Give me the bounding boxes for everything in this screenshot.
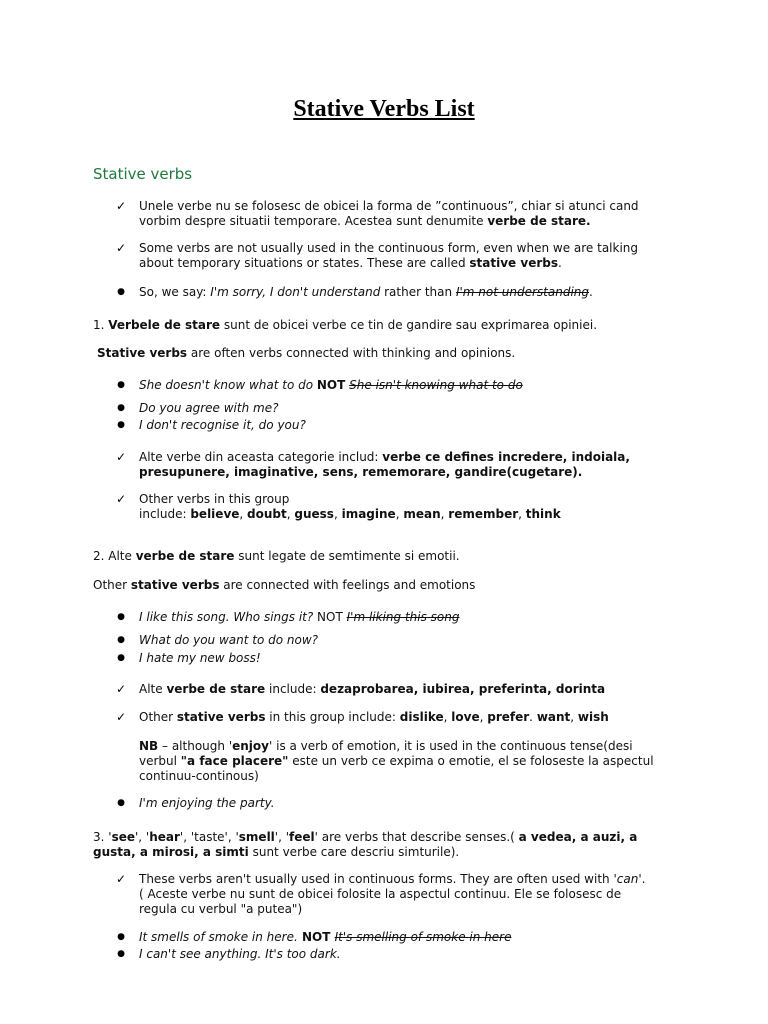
bullet-icon: ●: [117, 949, 125, 959]
nb-text: NB – although 'enjoy' is a verb of emotion, it is used in the continuous tense(desi verbul "a face placere" este un verb ce expima o emotie, el se foloseste la aspectul continuu-continous): [139, 739, 654, 783]
bullet-icon: ●: [117, 635, 125, 645]
list-item-text: Other verbs in this group include: believe, doubt, guess, imagine, mean, remember, think: [139, 492, 561, 521]
bullet-icon: ●: [117, 420, 125, 430]
list-item-text: These verbs aren't usually used in continuous forms. They are often used with 'can'. ( Aceste verbe nu sunt de obicei folosite la aspectul continuu. Ele se folosesc de regula cu verbul "a putea"): [139, 872, 646, 916]
paragraph: 3. 'see', 'hear', 'taste', 'smell', 'feel' are verbs that describe senses.( a vedea, a auzi, a gusta, a mirosi, a simti sunt verbe care descriu simturile).: [93, 830, 638, 859]
check-icon: ✓: [115, 682, 127, 696]
list-item-text: Do you agree with me?: [139, 401, 279, 415]
list-item-text: I'm enjoying the party.: [139, 796, 275, 810]
bullet-icon: ●: [117, 380, 125, 390]
paragraph: Other stative verbs are connected with feelings and emotions: [93, 578, 476, 592]
check-icon: ✓: [115, 450, 127, 464]
bullet-icon: ●: [117, 653, 125, 663]
bullet-icon: ●: [117, 403, 125, 413]
list-item-text: Alte verbe de stare include: dezaprobarea, iubirea, preferinta, dorinta: [139, 682, 606, 696]
paragraph: Stative verbs are often verbs connected with thinking and opinions.: [97, 346, 516, 360]
list-item-text: She doesn't know what to do NOT She isn't knowing what to do: [139, 378, 523, 392]
list-item-text: Unele verbe nu se folosesc de obicei la forma de ”continuous”, chiar si atunci cand vorbim despre situatii temporare. Acestea sunt denumite verbe de stare.: [139, 199, 639, 228]
list-item-text: So, we say: I'm sorry, I don't understand rather than I'm not understanding.: [139, 285, 593, 299]
paragraph: 1. Verbele de stare sunt de obicei verbe ce tin de gandire sau exprimarea opiniei.: [93, 318, 598, 332]
list-item-text: It smells of smoke in here. NOT It's smelling of smoke in here: [139, 930, 512, 944]
check-icon: ✓: [115, 492, 127, 506]
check-icon: ✓: [115, 241, 127, 255]
list-item-text: What do you want to do now?: [139, 633, 319, 647]
check-icon: ✓: [115, 710, 127, 724]
bullet-icon: ●: [117, 798, 125, 808]
list-item-text: Alte verbe din aceasta categorie includ: verbe ce defines incredere, indoiala, presupunere, imaginative, sens, rememorare, gandire(cugetare).: [139, 450, 630, 479]
list-item-text: Some verbs are not usually used in the continuous form, even when we are talking about temporary situations or states. These are called stative verbs.: [139, 241, 639, 270]
list-item-text: I like this song. Who sings it? NOT I'm liking this song: [139, 610, 460, 624]
list-item-text: Other stative verbs in this group include: dislike, love, prefer. want, wish: [139, 710, 609, 724]
check-icon: ✓: [115, 872, 127, 886]
list-item-text: I hate my new boss!: [139, 651, 261, 665]
bullet-icon: ●: [117, 932, 125, 942]
check-icon: ✓: [115, 199, 127, 213]
paragraph: 2. Alte verbe de stare sunt legate de semtimente si emotii.: [93, 549, 460, 563]
section-heading: Stative verbs: [93, 165, 193, 183]
bullet-icon: ●: [117, 287, 125, 297]
bullet-icon: ●: [117, 612, 125, 622]
page-title: Stative Verbs List: [293, 96, 475, 122]
list-item-text: I don't recognise it, do you?: [139, 418, 306, 432]
list-item-text: I can't see anything. It's too dark.: [139, 947, 341, 961]
